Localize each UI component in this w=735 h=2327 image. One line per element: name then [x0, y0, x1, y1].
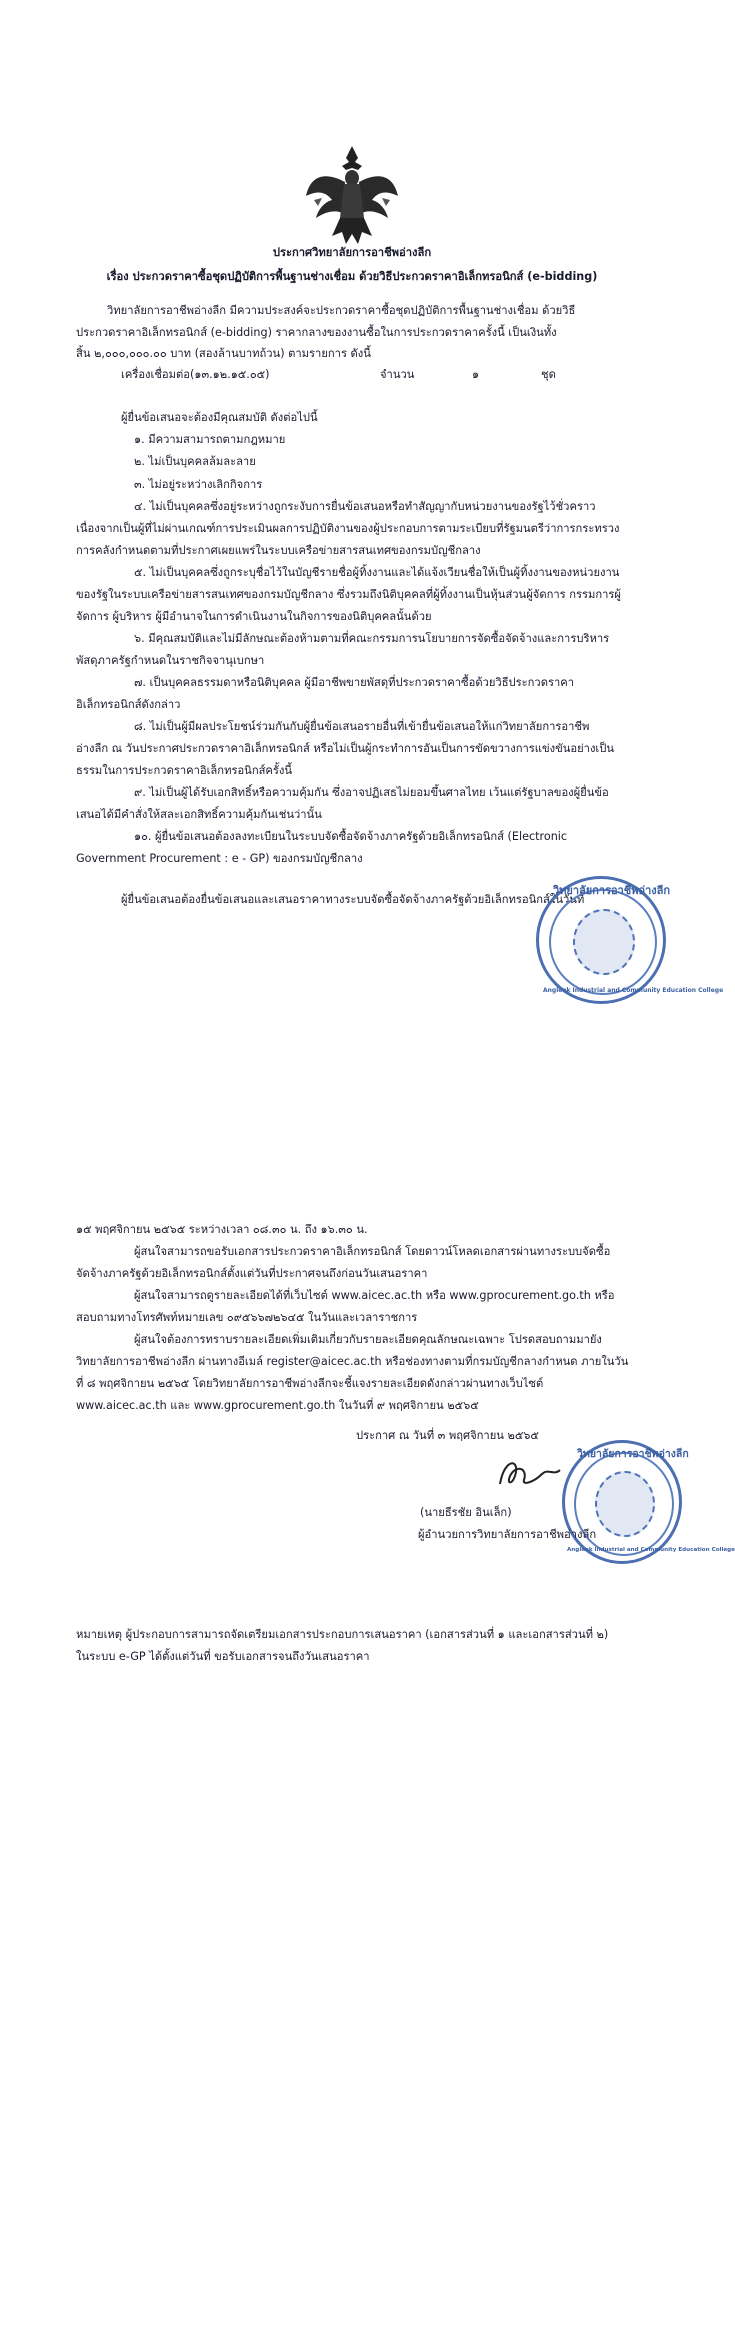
info-line: ผู้สนใจสามารถดูรายละเอียดได้ที่เว็บไซต์ www.aicec.ac.th หรือ www.gprocurement.go.th หรือ: [134, 1289, 615, 1302]
seal-text-top: วิทยาลัยการอาชีพอ่างลีก: [577, 1448, 689, 1460]
seal-text-top: วิทยาลัยการอาชีพอ่างลีก: [553, 884, 671, 897]
college-seal-stamp: [536, 876, 724, 1004]
info-line: วิทยาลัยการอาชีพอ่างลีก ผ่านทางอีเมล์ register@aicec.ac.th หรือช่องทางตามที่กรมบัญชีกลางกำหนด ภายในวัน: [76, 1355, 629, 1368]
qualification-line: ๗. เป็นบุคคลธรรมดาหรือนิติบุคคล ผู้มีอาชีพขายพัสดุที่ประกวดราคาซื้อด้วยวิธีประกวดราคา: [134, 676, 575, 689]
qualification-line: จัดการ ผู้บริหาร ผู้มีอำนาจในการดำเนินงานในกิจการของนิติบุคคลนั้นด้วย: [76, 610, 432, 623]
qualification-line: เสนอได้มีคำสั่งให้สละเอกสิทธิ์ความคุ้มกันเช่นว่านั้น: [76, 808, 322, 821]
garuda-emblem-icon: [302, 140, 402, 248]
document-subject: เรื่อง ประกวดราคาซื้อชุดปฏิบัติการพื้นฐานช่างเชื่อม ด้วยวิธีประกวดราคาอิเล็กทรอนิกส์ (e-bidding): [106, 270, 598, 283]
qualification-line: การคลังกำหนดตามที่ประกาศเผยแพร่ในระบบเครือข่ายสารสนเทศของกรมบัญชีกลาง: [76, 544, 481, 557]
intro-line: ประกวดราคาอิเล็กทรอนิกส์ (e-bidding) ราคากลางของงานซื้อในการประกวดราคาครั้งนี้ เป็นเงินทั้ง: [76, 326, 557, 339]
qualifications-heading: ผู้ยื่นข้อเสนอจะต้องมีคุณสมบัติ ดังต่อไปนี้: [121, 411, 318, 424]
qualification-line: อิเล็กทรอนิกส์ดังกล่าว: [76, 698, 181, 711]
intro-line: วิทยาลัยการอาชีพอ่างลีก มีความประสงค์จะประกวดราคาซื้อชุดปฏิบัติการพื้นฐานช่างเชื่อม ด้วยวิธี: [107, 304, 576, 317]
qualification-line: ของรัฐในระบบเครือข่ายสารสนเทศของกรมบัญชีกลาง ซึ่งรวมถึงนิติบุคคลที่ผู้ทิ้งงานเป็นหุ้นส่วนผู้จัดการ กรรมการผู้: [76, 588, 621, 601]
qualification-line: เนื่องจากเป็นผู้ที่ไม่ผ่านเกณฑ์การประเมินผลการปฏิบัติงานของผู้ประกอบการตามระเบียบที่รัฐมนตรีว่าการกระทรวง: [76, 522, 620, 535]
qualification-line: ๕. ไม่เป็นบุคคลซึ่งถูกระบุชื่อไว้ในบัญชีรายชื่อผู้ทิ้งงานและได้แจ้งเวียนชื่อให้เป็นผู้ทิ้งงานของหน่วยงาน: [134, 566, 620, 579]
item-qty: ๑: [472, 368, 480, 381]
info-line: ที่ ๘ พฤศจิกายน ๒๕๖๕ โดยวิทยาลัยการอาชีพอ่างลีกจะชี้แจงรายละเอียดดังกล่าวผ่านทางเว็บไซต์: [76, 1377, 544, 1390]
signer-title: ผู้อำนวยการวิทยาลัยการอาชีพอ่างลีก: [418, 1528, 597, 1541]
note-line: ในระบบ e-GP ได้ตั้งแต่วันที่ ขอรับเอกสารจนถึงวันเสนอราคา: [76, 1650, 370, 1663]
info-line: www.aicec.ac.th และ www.gprocurement.go.th ในวันที่ ๙ พฤศจิกายน ๒๕๖๕: [76, 1399, 479, 1412]
announce-date: ประกาศ ณ วันที่ ๓ พฤศจิกายน ๒๕๖๕: [356, 1429, 539, 1442]
seal-text-bottom: Angleek Industrial and Community Education College: [567, 1547, 735, 1553]
qualification-line: ๑. มีความสามารถตามกฎหมาย: [134, 433, 286, 446]
note-line: หมายเหตุ ผู้ประกอบการสามารถจัดเตรียมเอกสารประกอบการเสนอราคา (เอกสารส่วนที่ ๑ และเอกสารส่วนที่ ๒): [76, 1628, 609, 1641]
item-unit: ชุด: [541, 368, 556, 381]
document-title: ประกาศวิทยาลัยการอาชีพอ่างลีก: [272, 246, 432, 259]
college-seal-stamp: [562, 1440, 735, 1564]
info-line: สอบถามทางโทรศัพท์หมายเลข ๐๙๕๖๖๗๒๖๔๕ ในวันและเวลาราชการ: [76, 1311, 418, 1324]
info-line: ผู้สนใจต้องการทราบรายละเอียดเพิ่มเติมเกี่ยวกับรายละเอียดคุณลักษณะเฉพาะ โปรดสอบถามมายัง: [134, 1333, 602, 1346]
qualification-line: อ่างลีก ณ วันประกาศประกวดราคาอิเล็กทรอนิกส์ หรือไม่เป็นผู้กระทำการอันเป็นการขัดขวางการแข่งขันอย่างเป็น: [76, 742, 614, 755]
info-line: จัดจ้างภาครัฐด้วยอิเล็กทรอนิกส์ตั้งแต่วันที่ประกาศจนถึงก่อนวันเสนอราคา: [76, 1267, 428, 1280]
qualification-line: ๙. ไม่เป็นผู้ได้รับเอกสิทธิ์หรือความคุ้มกัน ซึ่งอาจปฏิเสธไม่ยอมขึ้นศาลไทย เว้นแต่รัฐบาลของผู้ยื่นข้อ: [134, 786, 609, 799]
qualification-line: ๔. ไม่เป็นบุคคลซึ่งอยู่ระหว่างถูกระงับการยื่นข้อเสนอหรือทำสัญญากับหน่วยงานของรัฐไว้ชั่วคราว: [134, 500, 596, 513]
qualification-line: พัสดุภาครัฐกำหนดในราชกิจจานุเบกษา: [76, 654, 265, 667]
qualification-line: ๒. ไม่เป็นบุคคลล้มละลาย: [134, 455, 256, 468]
item-name: เครื่องเชื่อมต่อ(๑๓.๑๒.๑๕.๐๕): [121, 368, 270, 381]
signer-name: (นายธีรชัย อินเล็ก): [420, 1506, 512, 1519]
intro-line: สิ้น ๒,๐๐๐,๐๐๐.๐๐ บาท (สองล้านบาทถ้วน) ตามรายการ ดังนี้: [76, 347, 371, 360]
item-qty-label: จำนวน: [380, 368, 415, 381]
qualification-line: ๖. มีคุณสมบัติและไม่มีลักษณะต้องห้ามตามที่คณะกรรมการนโยบายการจัดซื้อจัดจ้างและการบริหาร: [134, 632, 610, 645]
submission-line: ผู้ยื่นข้อเสนอต้องยื่นข้อเสนอและเสนอราคาทางระบบจัดซื้อจัดจ้างภาครัฐด้วยอิเล็กทรอนิกส์ในวันที่: [121, 893, 585, 906]
qualification-line: ๘. ไม่เป็นผู้มีผลประโยชน์ร่วมกันกับผู้ยื่นข้อเสนอรายอื่นที่เข้ายื่นข้อเสนอให้แก่วิทยาลัยการอาชีพ: [134, 720, 590, 733]
seal-text-bottom: Angleek Industrial and Community Education College: [543, 987, 724, 994]
qualification-line: ๑๐. ผู้ยื่นข้อเสนอต้องลงทะเบียนในระบบจัดซื้อจัดจ้างภาครัฐด้วยอิเล็กทรอนิกส์ (Electronic: [134, 830, 568, 843]
qualification-line: ธรรมในการประกวดราคาอิเล็กทรอนิกส์ครั้งนี้: [76, 764, 293, 777]
bidding-date-line: ๑๕ พฤศจิกายน ๒๕๖๕ ระหว่างเวลา ๐๘.๓๐ น. ถึง ๑๖.๓๐ น.: [76, 1223, 368, 1236]
signature-icon: [494, 1454, 564, 1494]
qualification-line: Government Procurement : e - GP) ของกรมบัญชีกลาง: [76, 852, 363, 865]
info-line: ผู้สนใจสามารถขอรับเอกสารประกวดราคาอิเล็กทรอนิกส์ โดยดาวน์โหลดเอกสารผ่านทางระบบจัดซื้อ: [134, 1245, 611, 1258]
qualification-line: ๓. ไม่อยู่ระหว่างเลิกกิจการ: [134, 478, 263, 491]
